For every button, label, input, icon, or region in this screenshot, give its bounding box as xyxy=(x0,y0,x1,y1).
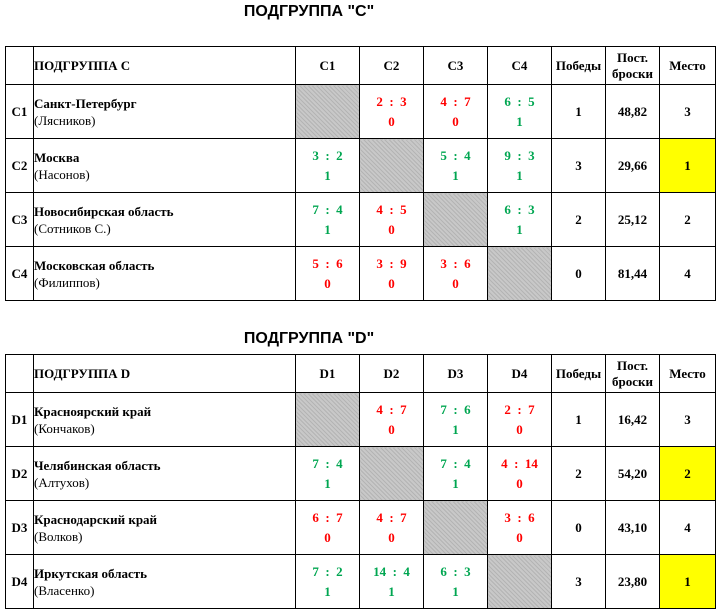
coach-name: (Кончаков) xyxy=(34,420,95,436)
table-row xyxy=(6,139,716,193)
throws-value: 23,80 xyxy=(606,555,660,609)
team-cell xyxy=(34,247,296,301)
team-cell xyxy=(34,447,296,501)
throws-value: 54,20 xyxy=(606,447,660,501)
match-score: 7 : 6 xyxy=(440,401,471,417)
team-cell xyxy=(34,139,296,193)
team-name: Челябинская область xyxy=(34,457,161,473)
column-header: D3 xyxy=(424,355,488,393)
wins-value: 3 xyxy=(552,555,606,609)
corner-cell xyxy=(6,47,34,85)
match-score-cell xyxy=(488,501,552,555)
row-code: C2 xyxy=(6,139,34,193)
team-cell xyxy=(34,393,296,447)
match-points: 0 xyxy=(452,275,459,291)
table-row xyxy=(6,501,716,555)
table-row xyxy=(6,247,716,301)
match-score: 5 : 4 xyxy=(440,147,471,163)
group-d-title: ПОДГРУППА "D" xyxy=(243,330,375,347)
table-row xyxy=(6,447,716,501)
team-name: Иркутская область xyxy=(34,565,148,581)
column-header: D1 xyxy=(296,355,360,393)
match-score: 6 : 3 xyxy=(504,201,535,217)
match-score-cell xyxy=(296,501,360,555)
match-score: 7 : 4 xyxy=(312,455,343,471)
match-score: 5 : 6 xyxy=(312,255,343,271)
match-score-cell xyxy=(424,139,488,193)
match-points: 1 xyxy=(452,583,459,599)
match-points: 1 xyxy=(516,167,523,183)
self-match-cell xyxy=(424,501,488,555)
match-score-cell xyxy=(488,139,552,193)
coach-name: (Сотников С.) xyxy=(34,220,111,236)
coach-name: (Волков) xyxy=(34,528,83,544)
match-score-cell xyxy=(488,447,552,501)
self-match-cell xyxy=(296,393,360,447)
throws-value: 16,42 xyxy=(606,393,660,447)
match-score-cell xyxy=(360,193,424,247)
row-code: D3 xyxy=(6,501,34,555)
team-cell xyxy=(34,555,296,609)
wins-header: Победы xyxy=(552,355,606,393)
team-cell xyxy=(34,85,296,139)
match-points: 0 xyxy=(324,529,331,545)
team-name: Красноярский край xyxy=(34,403,152,419)
place-value: 2 xyxy=(660,193,716,247)
match-points: 0 xyxy=(516,421,523,437)
coach-name: (Алтухов) xyxy=(34,474,90,490)
match-score-cell xyxy=(296,139,360,193)
throws-header: Пост. броски xyxy=(606,47,660,85)
match-score: 3 : 6 xyxy=(440,255,471,271)
coach-name: (Лясников) xyxy=(34,112,96,128)
column-header: C4 xyxy=(488,47,552,85)
self-match-cell xyxy=(360,447,424,501)
coach-name: (Филиппов) xyxy=(34,274,100,290)
place-value: 3 xyxy=(660,85,716,139)
match-score-cell xyxy=(424,247,488,301)
match-points: 0 xyxy=(388,113,395,129)
place-header: Место xyxy=(660,47,716,85)
place-value: 2 xyxy=(660,447,716,501)
match-score-cell xyxy=(488,193,552,247)
throws-value: 48,82 xyxy=(606,85,660,139)
match-score-cell xyxy=(360,501,424,555)
wins-value: 3 xyxy=(552,139,606,193)
throws-header: Пост. броски xyxy=(606,355,660,393)
match-points: 1 xyxy=(516,113,523,129)
row-code: C4 xyxy=(6,247,34,301)
match-score-cell xyxy=(296,247,360,301)
team-name: Москва xyxy=(34,149,80,165)
row-code: C3 xyxy=(6,193,34,247)
self-match-cell xyxy=(360,139,424,193)
team-name: Краснодарский край xyxy=(34,511,158,527)
throws-value: 29,66 xyxy=(606,139,660,193)
place-value: 1 xyxy=(660,139,716,193)
wins-value: 1 xyxy=(552,393,606,447)
match-score: 7 : 4 xyxy=(440,455,471,471)
match-score: 3 : 9 xyxy=(376,255,407,271)
group-name-header: ПОДГРУППА C xyxy=(34,47,296,85)
group-name-header: ПОДГРУППА D xyxy=(34,355,296,393)
group-d-table xyxy=(5,354,716,609)
match-score: 6 : 3 xyxy=(440,563,471,579)
self-match-cell xyxy=(488,555,552,609)
place-value: 3 xyxy=(660,393,716,447)
match-points: 0 xyxy=(388,275,395,291)
match-score: 2 : 3 xyxy=(376,93,407,109)
header-row xyxy=(6,355,716,393)
column-header: D4 xyxy=(488,355,552,393)
self-match-cell xyxy=(296,85,360,139)
match-points: 1 xyxy=(388,583,395,599)
match-score-cell xyxy=(424,393,488,447)
match-score-cell xyxy=(424,555,488,609)
team-cell xyxy=(34,501,296,555)
place-value: 4 xyxy=(660,501,716,555)
coach-name: (Насонов) xyxy=(34,166,90,182)
column-header: C1 xyxy=(296,47,360,85)
match-score-cell xyxy=(424,85,488,139)
match-score: 4 : 7 xyxy=(376,509,407,525)
match-score-cell xyxy=(424,447,488,501)
match-points: 0 xyxy=(452,113,459,129)
group-c-table xyxy=(5,46,716,301)
match-score: 3 : 2 xyxy=(312,147,343,163)
match-points: 1 xyxy=(452,421,459,437)
table-row xyxy=(6,555,716,609)
self-match-cell xyxy=(488,247,552,301)
wins-value: 0 xyxy=(552,501,606,555)
match-score-cell xyxy=(360,555,424,609)
header-row xyxy=(6,47,716,85)
match-score-cell xyxy=(488,393,552,447)
wins-value: 2 xyxy=(552,447,606,501)
wins-header: Победы xyxy=(552,47,606,85)
place-value: 1 xyxy=(660,555,716,609)
match-points: 0 xyxy=(516,529,523,545)
match-points: 1 xyxy=(452,475,459,491)
match-points: 0 xyxy=(516,475,523,491)
match-points: 1 xyxy=(324,221,331,237)
column-header: D2 xyxy=(360,355,424,393)
match-score-cell xyxy=(360,393,424,447)
place-header: Место xyxy=(660,355,716,393)
coach-name: (Власенко) xyxy=(34,582,95,598)
match-score: 2 : 7 xyxy=(504,401,535,417)
match-score: 4 : 7 xyxy=(440,93,471,109)
wins-value: 1 xyxy=(552,85,606,139)
table-row xyxy=(6,393,716,447)
match-score-cell xyxy=(360,85,424,139)
team-cell xyxy=(34,193,296,247)
row-code: C1 xyxy=(6,85,34,139)
match-points: 1 xyxy=(324,583,331,599)
group-c-title: ПОДГРУППА "C" xyxy=(243,3,375,20)
match-score-cell xyxy=(296,447,360,501)
match-points: 1 xyxy=(324,167,331,183)
throws-value: 43,10 xyxy=(606,501,660,555)
match-score: 4 : 5 xyxy=(376,201,407,217)
row-code: D1 xyxy=(6,393,34,447)
match-score: 7 : 2 xyxy=(312,563,343,579)
match-score-cell xyxy=(360,247,424,301)
match-score: 9 : 3 xyxy=(504,147,535,163)
match-points: 1 xyxy=(452,167,459,183)
match-score: 6 : 7 xyxy=(312,509,343,525)
match-score-cell xyxy=(296,555,360,609)
match-points: 0 xyxy=(388,221,395,237)
match-score-cell xyxy=(488,85,552,139)
wins-value: 0 xyxy=(552,247,606,301)
match-points: 1 xyxy=(324,475,331,491)
team-name: Санкт-Петербург xyxy=(34,95,137,111)
match-points: 0 xyxy=(324,275,331,291)
match-score: 3 : 6 xyxy=(504,509,535,525)
team-name: Московская область xyxy=(34,257,155,273)
wins-value: 2 xyxy=(552,193,606,247)
match-score: 4 : 14 xyxy=(501,455,538,471)
table-row xyxy=(6,193,716,247)
throws-value: 25,12 xyxy=(606,193,660,247)
match-score: 6 : 5 xyxy=(504,93,535,109)
place-value: 4 xyxy=(660,247,716,301)
self-match-cell xyxy=(424,193,488,247)
match-score-cell xyxy=(296,193,360,247)
corner-cell xyxy=(6,355,34,393)
match-points: 0 xyxy=(388,421,395,437)
row-code: D4 xyxy=(6,555,34,609)
match-score: 4 : 7 xyxy=(376,401,407,417)
table-row xyxy=(6,85,716,139)
row-code: D2 xyxy=(6,447,34,501)
match-score: 14 : 4 xyxy=(373,563,410,579)
match-score: 7 : 4 xyxy=(312,201,343,217)
column-header: C3 xyxy=(424,47,488,85)
match-points: 0 xyxy=(388,529,395,545)
match-points: 1 xyxy=(516,221,523,237)
column-header: C2 xyxy=(360,47,424,85)
throws-value: 81,44 xyxy=(606,247,660,301)
team-name: Новосибирская область xyxy=(34,203,174,219)
